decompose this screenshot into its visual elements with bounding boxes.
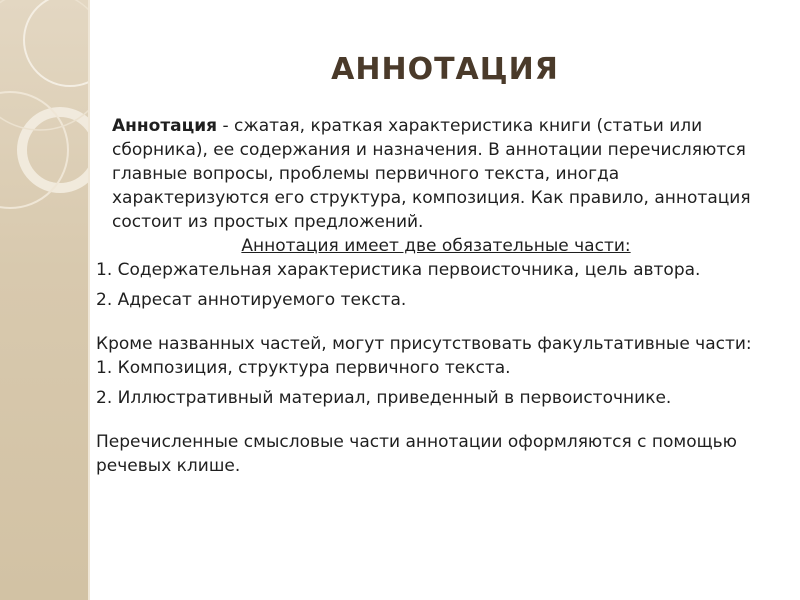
optional-item-1: 1. Композиция, структура первичного текста. <box>96 358 511 378</box>
required-parts-heading: Аннотация имеет две обязательные части: <box>241 236 631 256</box>
required-item-2: 2. Адресат аннотируемого текста. <box>96 290 407 310</box>
decorative-side-band <box>0 0 88 600</box>
required-item-1: 1. Содержательная характеристика первоисточника, цель автора. <box>96 260 701 280</box>
slide-body <box>96 114 776 478</box>
closing-paragraph: Перечисленные смысловые части аннотации оформляются с помощью речевых клише. <box>96 432 737 476</box>
decorative-circles-icon <box>0 0 88 600</box>
intro-text: - сжатая, краткая характеристика книги (статьи или сборника), ее содержания и назначения. В аннотации перечисляются главные вопросы, проблемы первичного текста, иногда характеризуются его структура, композиция. Как правило, аннотация состоит из простых предложений. <box>112 116 751 232</box>
slide-title: АННОТАЦИЯ <box>331 52 559 87</box>
optional-item-2: 2. Иллюстративный материал, приведенный в первоисточнике. <box>96 388 672 408</box>
optional-parts-heading: Кроме названных частей, могут присутствовать факультативные части: <box>96 334 752 354</box>
intro-term: Аннотация <box>112 116 218 136</box>
side-band-edge <box>88 0 90 600</box>
intro-paragraph <box>112 114 776 234</box>
